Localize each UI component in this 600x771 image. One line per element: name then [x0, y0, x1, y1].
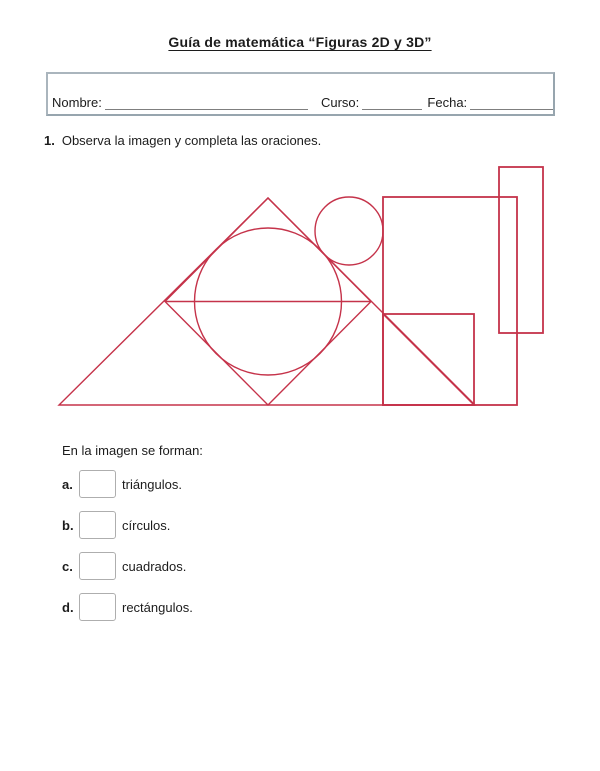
fecha-write-line[interactable]	[470, 109, 553, 110]
question-prompt: En la imagen se forman:	[62, 443, 203, 458]
item-letter: c.	[62, 558, 73, 574]
answer-row-c	[62, 551, 193, 581]
square-diagonal	[383, 314, 474, 405]
answer-box-circulos[interactable]	[79, 511, 116, 539]
exercise-number: 1.	[44, 133, 55, 148]
answer-row-b	[62, 510, 193, 540]
nombre-label: Nombre:	[52, 95, 102, 110]
answer-row-d	[62, 592, 193, 622]
answer-row-a	[62, 469, 193, 499]
answer-box-rectangulos[interactable]	[79, 593, 116, 621]
curso-write-line[interactable]	[362, 109, 422, 110]
item-label: cuadrados.	[122, 558, 187, 574]
shapes-figure	[0, 160, 600, 420]
item-label: rectángulos.	[122, 599, 193, 615]
student-info-box	[46, 72, 555, 116]
item-label: círculos.	[122, 517, 171, 533]
exercise-text: Observa la imagen y completa las oraciones.	[61, 133, 322, 148]
exercise-instruction	[44, 133, 321, 148]
item-label: triángulos.	[122, 476, 182, 492]
small-circle	[315, 197, 383, 265]
answer-box-cuadrados[interactable]	[79, 552, 116, 580]
answer-box-triangulos[interactable]	[79, 470, 116, 498]
item-letter: b.	[62, 517, 74, 533]
item-letter: a.	[62, 476, 73, 492]
tall-rectangle	[499, 167, 543, 333]
curso-label: Curso:	[320, 95, 360, 110]
large-rectangle	[383, 197, 517, 405]
item-letter: d.	[62, 599, 74, 615]
page-title: Guía de matemática “Figuras 2D y 3D”	[168, 34, 432, 50]
nombre-write-line[interactable]	[105, 109, 308, 110]
answer-list	[62, 469, 193, 633]
fecha-label: Fecha:	[427, 95, 468, 110]
